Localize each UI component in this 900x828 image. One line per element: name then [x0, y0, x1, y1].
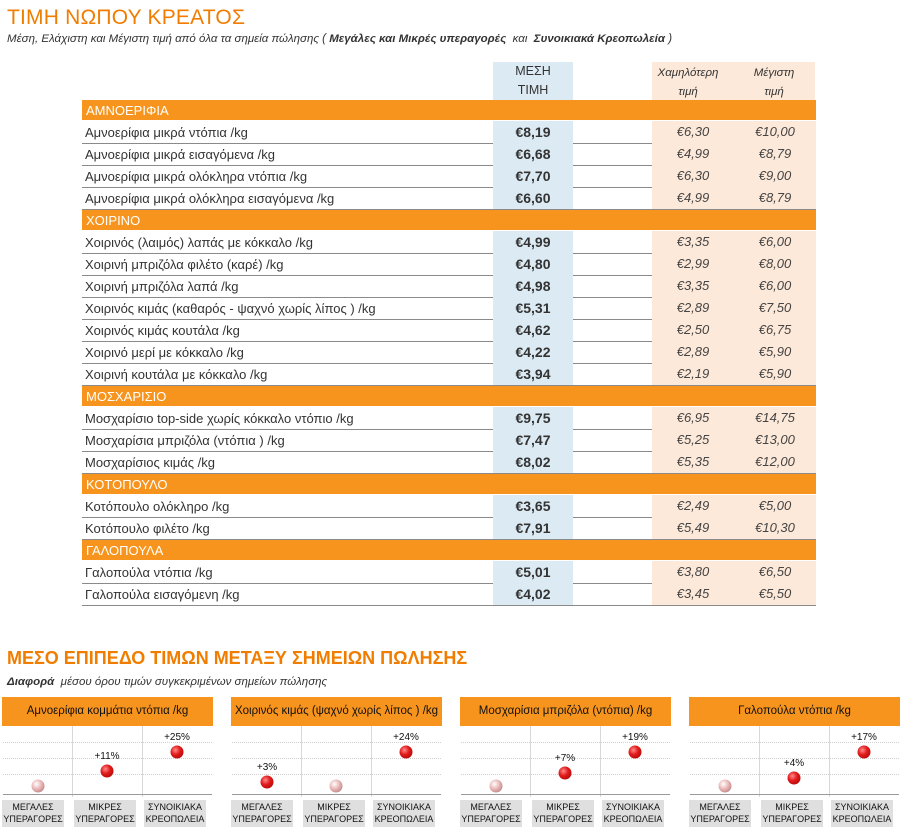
table-row — [82, 518, 816, 540]
high-price: €6,50 — [734, 561, 816, 583]
table-row — [82, 144, 816, 166]
data-point — [559, 767, 572, 780]
low-price: €2,89 — [652, 341, 734, 363]
table-row — [82, 276, 816, 298]
high-price: €12,00 — [734, 451, 816, 473]
section2-subtitle: Διαφορά μέσου όρου τιμών συγκεκριμένων σημείων πώλησης — [7, 676, 328, 688]
price-table — [82, 100, 816, 606]
category-separator — [142, 726, 143, 797]
comparison-chart — [460, 697, 671, 827]
avg-price: €4,80 — [493, 253, 573, 275]
product-name: Μοσχαρίσια μπριζόλα (ντόπια ) /kg — [85, 433, 285, 448]
high-price: €6,00 — [734, 231, 816, 253]
product-name: Μοσχαρίσιος κιμάς /kg — [85, 455, 215, 470]
x-tick-label: ΜΙΚΡΕΣ ΥΠΕΡΑΓΟΡΕΣ — [74, 800, 136, 827]
page-subtitle: Μέση, Ελάχιστη και Μέγιστη τιμή από όλα τα σημεία πώλησης ( Μεγάλες και Μικρές υπεραγορές και Συνοικιακά Κρεοπωλεία ) — [7, 33, 673, 45]
chart-title: Χοιρινός κιμάς (ψαχνό χωρίς λίπος ) /kg — [231, 697, 442, 726]
product-name: Χοιρινός (λαιμός) λαπάς με κόκκαλο /kg — [85, 235, 313, 250]
chart-plot-area — [690, 726, 899, 797]
table-row — [82, 496, 816, 518]
gridline — [232, 758, 441, 759]
table-row — [82, 584, 816, 606]
table-row — [82, 122, 816, 144]
avg-price: €8,02 — [493, 451, 573, 473]
product-name: Αμνοερίφια μικρά ολόκληρα ντόπια /kg — [85, 169, 308, 184]
avg-price: €6,60 — [493, 187, 573, 209]
avg-price: €4,98 — [493, 275, 573, 297]
chart-title: Αμνοερίφια κομμάτια ντόπια /kg — [2, 697, 213, 726]
comparison-chart — [231, 697, 442, 827]
high-price: €5,50 — [734, 583, 816, 605]
chart-plot-area — [3, 726, 212, 797]
category-header: ΑΜΝΟΕΡΙΦΙΑ — [82, 100, 816, 120]
data-point — [629, 746, 642, 759]
product-name: Κοτόπουλο φιλέτο /kg — [85, 521, 210, 536]
x-tick-label: ΜΕΓΑΛΕΣ ΥΠΕΡΑΓΟΡΕΣ — [460, 800, 522, 827]
high-price: €8,00 — [734, 253, 816, 275]
low-price: €2,19 — [652, 363, 734, 385]
comparison-chart — [689, 697, 900, 827]
data-point — [101, 765, 114, 778]
chart-title: Γαλοπούλα ντόπια /kg — [689, 697, 900, 726]
high-price: €8,79 — [734, 187, 816, 209]
avg-price: €6,68 — [493, 143, 573, 165]
avg-price: €3,65 — [493, 495, 573, 517]
category-separator — [759, 726, 760, 797]
category-separator — [530, 726, 531, 797]
data-label: +24% — [393, 732, 419, 743]
high-price: €8,79 — [734, 143, 816, 165]
low-price: €5,35 — [652, 451, 734, 473]
x-axis — [690, 794, 899, 795]
product-name: Αμνοερίφια μικρά εισαγόμενα /kg — [85, 147, 276, 162]
table-row — [82, 430, 816, 452]
avg-price: €7,47 — [493, 429, 573, 451]
category-header: ΧΟΙΡΙΝΟ — [82, 210, 816, 230]
table-row — [82, 320, 816, 342]
low-price: €5,25 — [652, 429, 734, 451]
category-header: ΜΟΣΧΑΡΙΣΙΟ — [82, 386, 816, 406]
table-row — [82, 298, 816, 320]
low-price: €5,49 — [652, 517, 734, 539]
low-price: €3,35 — [652, 231, 734, 253]
product-name: Μοσχαρίσιο top-side χωρίς κόκκαλο ντόπιο /kg — [85, 411, 354, 426]
x-tick-label: ΜΙΚΡΕΣ ΥΠΕΡΑΓΟΡΕΣ — [761, 800, 823, 827]
product-name: Γαλοπούλα εισαγόμενη /kg — [85, 587, 240, 602]
high-price: €5,90 — [734, 363, 816, 385]
data-point — [32, 780, 45, 793]
data-label: +7% — [554, 753, 576, 765]
low-price-header: Χαμηλότερη τιμή — [657, 67, 719, 98]
x-axis — [461, 794, 670, 795]
low-price: €6,30 — [652, 121, 734, 143]
high-price: €6,75 — [734, 319, 816, 341]
x-tick-label: ΣΥΝΟΙΚΙΑΚΑ ΚΡΕΟΠΩΛΕΙΑ — [602, 800, 664, 827]
low-price: €4,99 — [652, 187, 734, 209]
category-separator — [829, 726, 830, 797]
data-label: +3% — [256, 761, 278, 773]
category-separator — [371, 726, 372, 797]
table-row — [82, 342, 816, 364]
high-price: €9,00 — [734, 165, 816, 187]
low-price: €2,49 — [652, 495, 734, 517]
category-header: ΓΑΛΟΠΟΥΛΑ — [82, 540, 816, 560]
product-name: Γαλοπούλα ντόπια /kg — [85, 565, 213, 580]
x-tick-label: ΣΥΝΟΙΚΙΑΚΑ ΚΡΕΟΠΩΛΕΙΑ — [831, 800, 893, 827]
product-name: Χοιρινός κιμάς κουτάλα /kg — [85, 323, 240, 338]
product-name: Χοιρινό μερί με κόκκαλο /kg — [85, 345, 244, 360]
low-price: €6,95 — [652, 407, 734, 429]
low-price: €2,99 — [652, 253, 734, 275]
avg-price: €4,02 — [493, 583, 573, 605]
data-point — [400, 746, 413, 759]
high-price: €5,00 — [734, 495, 816, 517]
data-point — [261, 775, 274, 788]
data-point — [330, 780, 343, 793]
x-axis — [3, 794, 212, 795]
x-tick-label: ΜΕΓΑΛΕΣ ΥΠΕΡΑΓΟΡΕΣ — [231, 800, 293, 827]
high-price: €7,50 — [734, 297, 816, 319]
product-name: Κοτόπουλο ολόκληρο /kg — [85, 499, 230, 514]
data-label: +17% — [851, 732, 877, 743]
low-price: €3,35 — [652, 275, 734, 297]
x-tick-label: ΜΙΚΡΕΣ ΥΠΕΡΑΓΟΡΕΣ — [532, 800, 594, 827]
high-price: €10,00 — [734, 121, 816, 143]
data-point — [171, 746, 184, 759]
high-price: €14,75 — [734, 407, 816, 429]
table-row — [82, 254, 816, 276]
chart-plot-area — [461, 726, 670, 797]
data-label: +4% — [783, 758, 805, 769]
low-price: €2,50 — [652, 319, 734, 341]
avg-price: €8,19 — [493, 121, 573, 143]
x-tick-label: ΣΥΝΟΙΚΙΑΚΑ ΚΡΕΟΠΩΛΕΙΑ — [144, 800, 206, 827]
chart-title: Μοσχαρίσια μπριζόλα (ντόπια) /kg — [460, 697, 671, 726]
category-header: ΚΟΤΟΠΟΥΛΟ — [82, 474, 816, 494]
avg-price: €7,70 — [493, 165, 573, 187]
x-tick-label: ΜΙΚΡΕΣ ΥΠΕΡΑΓΟΡΕΣ — [303, 800, 365, 827]
product-name: Χοιρινή μπριζόλα λαπά /kg — [85, 279, 239, 294]
comparison-chart — [2, 697, 213, 827]
avg-price: €5,31 — [493, 297, 573, 319]
category-separator — [301, 726, 302, 797]
x-tick-label: ΜΕΓΑΛΕΣ ΥΠΕΡΑΓΟΡΕΣ — [689, 800, 751, 827]
low-high-header — [652, 62, 815, 100]
data-point — [490, 780, 503, 793]
avg-price-header: ΜΕΣΗ ΤΙΜΗ — [493, 62, 573, 100]
product-name: Αμνοερίφια μικρά ντόπια /kg — [85, 125, 248, 140]
data-point — [719, 780, 732, 793]
table-row — [82, 452, 816, 474]
avg-price: €4,99 — [493, 231, 573, 253]
avg-price: €5,01 — [493, 561, 573, 583]
table-row — [82, 562, 816, 584]
table-row — [82, 188, 816, 210]
low-price: €2,89 — [652, 297, 734, 319]
product-name: Αμνοερίφια μικρά ολόκληρα εισαγόμενα /kg — [85, 191, 335, 206]
section2-title: ΜΕΣΟ ΕΠΙΠΕΔΟ ΤΙΜΩΝ ΜΕΤΑΞΥ ΣΗΜΕΙΩΝ ΠΩΛΗΣΗΣ — [7, 648, 468, 668]
low-price: €6,30 — [652, 165, 734, 187]
low-price: €3,45 — [652, 583, 734, 605]
low-price: €4,99 — [652, 143, 734, 165]
table-row — [82, 166, 816, 188]
x-axis — [232, 794, 441, 795]
data-point — [788, 772, 801, 785]
data-label: +11% — [94, 751, 120, 763]
category-separator — [72, 726, 73, 797]
high-price: €5,90 — [734, 341, 816, 363]
product-name: Χοιρινή κουτάλα με κόκκαλο /kg — [85, 367, 268, 382]
x-tick-label: ΣΥΝΟΙΚΙΑΚΑ ΚΡΕΟΠΩΛΕΙΑ — [373, 800, 435, 827]
page-title: ΤΙΜΗ ΝΩΠΟΥ ΚΡΕΑΤΟΣ — [7, 6, 246, 29]
product-name: Χοιρινή μπριζόλα φιλέτο (καρέ) /kg — [85, 257, 284, 272]
low-price: €3,80 — [652, 561, 734, 583]
avg-price: €7,91 — [493, 517, 573, 539]
high-price: €13,00 — [734, 429, 816, 451]
avg-price: €9,75 — [493, 407, 573, 429]
avg-price: €3,94 — [493, 363, 573, 385]
category-separator — [600, 726, 601, 797]
data-label: +25% — [164, 732, 190, 743]
product-name: Χοιρινός κιμάς (καθαρός - ψαχνό χωρίς λίπος ) /kg — [85, 301, 376, 316]
avg-price: €4,22 — [493, 341, 573, 363]
table-row — [82, 232, 816, 254]
data-point — [858, 746, 871, 759]
chart-plot-area — [232, 726, 441, 797]
table-row — [82, 364, 816, 386]
high-price-header: Μέγιστη τιμή — [753, 67, 795, 98]
high-price: €10,30 — [734, 517, 816, 539]
data-label: +19% — [622, 732, 648, 743]
table-row — [82, 408, 816, 430]
avg-price: €4,62 — [493, 319, 573, 341]
x-tick-label: ΜΕΓΑΛΕΣ ΥΠΕΡΑΓΟΡΕΣ — [2, 800, 64, 827]
high-price: €6,00 — [734, 275, 816, 297]
